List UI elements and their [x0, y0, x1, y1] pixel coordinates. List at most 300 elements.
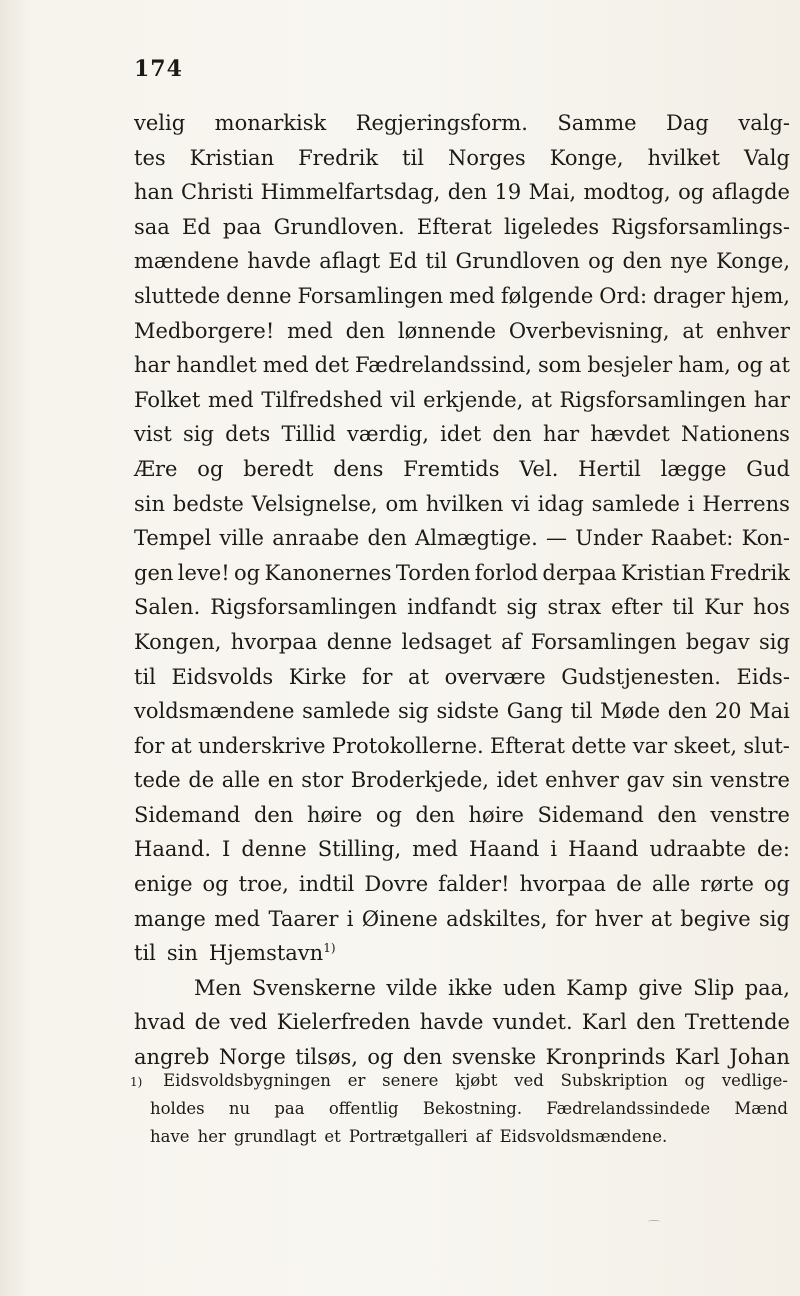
word: Broderkjede, — [350, 768, 489, 793]
word: havde — [419, 1010, 484, 1035]
word: Folket — [134, 387, 201, 412]
word: ved — [229, 1010, 268, 1035]
word: de: — [756, 837, 790, 862]
word: den — [657, 802, 697, 827]
footnote-line — [150, 1127, 788, 1155]
word: med — [214, 906, 261, 931]
word: Rigsforsamlingen — [559, 387, 747, 412]
word: ham, — [678, 353, 731, 378]
word: Gudstjenesten. — [561, 664, 721, 689]
word: paa — [222, 214, 262, 239]
word: Under — [575, 526, 643, 551]
word: idag — [537, 491, 584, 516]
word: at — [650, 906, 672, 931]
word: stor — [301, 768, 344, 793]
word: uden — [502, 975, 556, 1000]
word: denne — [241, 837, 307, 862]
word: Men — [194, 975, 242, 1000]
word: med — [207, 387, 254, 412]
word: ledsaget — [401, 629, 492, 654]
body-text — [134, 111, 790, 1080]
word: og — [684, 1071, 706, 1090]
word: Samme — [557, 111, 637, 135]
word: Kongen, — [134, 629, 222, 654]
word: Stilling, — [317, 837, 402, 862]
word: følgende — [500, 283, 594, 308]
word: Kur — [704, 595, 743, 620]
word: hvad — [134, 1010, 186, 1035]
word: Himmelfartsdag, — [260, 180, 441, 205]
word: vedlige- — [721, 1071, 788, 1090]
word: 19 — [494, 180, 522, 205]
word: han — [134, 180, 174, 205]
word: har — [134, 353, 171, 378]
word: aflagt — [319, 249, 381, 274]
word: derpaa — [542, 560, 617, 585]
word: underskrive — [198, 733, 326, 758]
word: grundlagt — [233, 1127, 317, 1146]
word: Kanonernes — [264, 560, 392, 585]
word: overvære — [444, 664, 546, 689]
word: venstre — [710, 802, 790, 827]
word: udraabte — [649, 837, 746, 862]
text-line — [134, 457, 790, 492]
text-line — [134, 526, 790, 561]
word: sig — [506, 595, 538, 620]
word: ikke — [447, 975, 493, 1000]
word: kjøbt — [455, 1071, 498, 1090]
word: Valg — [744, 145, 790, 170]
word: at — [769, 353, 790, 378]
word: for — [134, 733, 165, 758]
word: et — [324, 1127, 341, 1146]
word: begive — [680, 906, 751, 931]
word: slut- — [743, 733, 790, 758]
word: drager — [653, 283, 725, 308]
word: Forsamlingen — [530, 629, 677, 654]
text-line — [134, 388, 790, 423]
word: I — [222, 837, 231, 862]
word: valg- — [738, 111, 790, 135]
word: Gud — [746, 456, 790, 481]
word: Vel. — [519, 456, 559, 481]
word: Rigsforsamlingen — [210, 595, 398, 620]
word: indtil — [298, 872, 355, 897]
word: Karl — [581, 1010, 627, 1035]
word: Salen. — [134, 595, 201, 620]
word: til — [134, 664, 156, 689]
word: Portrætgalleri — [348, 1127, 468, 1146]
word: hver — [594, 906, 643, 931]
word: til — [425, 249, 448, 274]
word: offentlig — [328, 1099, 399, 1118]
word: de — [616, 872, 642, 897]
word: til — [134, 941, 156, 966]
word: lægge — [660, 456, 727, 481]
word: Gang — [506, 699, 563, 724]
word: leve! — [177, 560, 230, 585]
word: Haand. — [134, 837, 211, 862]
word: Rigsforsamlings- — [611, 214, 790, 239]
word: den — [492, 422, 532, 447]
word: venstre — [710, 768, 790, 793]
word: den — [402, 1045, 443, 1070]
word: Velsignelse, — [251, 491, 378, 516]
word: om — [385, 491, 419, 516]
word: vist — [134, 422, 172, 447]
page-smudge — [648, 1220, 660, 1224]
word: Medborgere! — [134, 318, 275, 343]
word: Kielerfreden — [276, 1010, 411, 1035]
page-number: 174 — [134, 56, 183, 82]
word: den — [667, 699, 708, 724]
word: Tempel — [134, 526, 212, 551]
word: den — [345, 318, 386, 343]
word: Møde — [600, 699, 661, 724]
word: og — [588, 249, 615, 274]
word: Overbevisning, — [508, 318, 670, 343]
word: sig — [397, 699, 429, 724]
word: den — [253, 802, 294, 827]
word: besjeler — [587, 353, 673, 378]
word: Mai, — [528, 180, 577, 205]
text-line — [134, 665, 790, 700]
text-line — [134, 768, 790, 803]
text-line — [134, 284, 790, 319]
word: denne — [226, 283, 292, 308]
text-line — [134, 803, 790, 838]
word: skeet, — [673, 733, 738, 758]
word: de — [188, 768, 215, 793]
word: med — [287, 318, 333, 343]
word: vi — [511, 491, 530, 516]
word: dens — [333, 456, 384, 481]
word: Protokollerne. — [331, 733, 484, 758]
word: have — [150, 1127, 190, 1146]
word: Kirke — [288, 664, 347, 689]
word: høire — [306, 802, 363, 827]
word: den — [622, 249, 662, 274]
word: Efterat — [490, 733, 565, 758]
word: ligeledes — [504, 214, 600, 239]
word: og — [367, 1045, 394, 1070]
word: ville — [219, 526, 264, 551]
word: gen — [134, 560, 174, 585]
word: Almægtige. — [415, 526, 538, 551]
word: adskiltes, — [446, 906, 548, 931]
word: modtog, — [583, 180, 671, 205]
word: af — [475, 1127, 492, 1146]
text-line — [134, 249, 790, 284]
word: og — [375, 802, 402, 827]
word: enige — [134, 872, 193, 897]
text-line — [134, 422, 790, 457]
word: at — [408, 664, 430, 689]
word: at — [170, 733, 192, 758]
word: var — [632, 733, 668, 758]
word: enhver — [716, 318, 790, 343]
text-line — [134, 146, 790, 181]
word: sig — [759, 629, 790, 654]
word: hjem, — [730, 283, 790, 308]
word: mange — [134, 906, 206, 931]
word: den — [447, 180, 488, 205]
word: til — [672, 595, 695, 620]
word: og — [234, 560, 261, 585]
word: Sidemand — [134, 802, 241, 827]
word: Tilfredshed — [261, 387, 383, 412]
word: troe, — [238, 872, 289, 897]
text-line — [134, 595, 790, 630]
word: de — [194, 1010, 221, 1035]
text-line — [134, 941, 790, 976]
word: har — [753, 387, 790, 412]
text-line — [134, 630, 790, 665]
word: den — [367, 526, 407, 551]
footnote-line — [150, 1099, 788, 1127]
text-line — [134, 837, 790, 872]
word: at — [530, 387, 552, 412]
word: Fædrelandssindede — [546, 1099, 711, 1118]
word: rørte — [700, 872, 754, 897]
word: og — [763, 872, 790, 897]
word: lønnende — [397, 318, 497, 343]
text-line — [134, 734, 790, 769]
word: hos — [753, 595, 790, 620]
word: Kristian — [621, 560, 706, 585]
word: denne — [326, 629, 393, 654]
word: idet — [440, 422, 482, 447]
word: give — [638, 975, 683, 1000]
word: Regjeringsform. — [355, 111, 528, 135]
word: Forsamlingen — [297, 283, 444, 308]
text-line — [134, 111, 790, 146]
word: Dag — [666, 111, 709, 135]
word: aflagde — [711, 180, 790, 205]
word: Fredrik — [709, 560, 790, 585]
word: beredt — [243, 456, 314, 481]
word: Efterat — [416, 214, 492, 239]
word: Norges — [447, 145, 526, 170]
word: Sidemand — [537, 802, 644, 827]
word: Herrens — [702, 491, 790, 516]
word: er — [347, 1071, 366, 1090]
word: i — [687, 491, 695, 516]
word: gav — [626, 768, 665, 793]
word: hævdet — [590, 422, 670, 447]
word: Christi — [180, 180, 254, 205]
word: holdes — [150, 1099, 205, 1118]
word: Grundloven. — [273, 214, 405, 239]
text-line — [134, 353, 790, 388]
word: en — [267, 768, 294, 793]
word: hvilket — [647, 145, 720, 170]
word: handlet — [176, 353, 257, 378]
text-line — [134, 907, 790, 942]
word: Kronprinds — [545, 1045, 666, 1070]
word: svenske — [451, 1045, 537, 1070]
text-line — [134, 180, 790, 215]
word: Eids- — [736, 664, 790, 689]
word: til — [402, 145, 424, 170]
word: strax — [547, 595, 602, 620]
word: med — [262, 353, 309, 378]
word: Subskription — [560, 1071, 668, 1090]
word: Svenskerne — [251, 975, 376, 1000]
word: hvilken — [425, 491, 504, 516]
word: forlod — [474, 560, 539, 585]
word: sig — [759, 906, 790, 931]
word: Fædrelandssind, — [355, 353, 532, 378]
word: Grundloven — [455, 249, 580, 274]
word: og — [678, 180, 705, 205]
word: alle — [651, 872, 691, 897]
word: Nationens — [681, 422, 790, 447]
word: sig — [183, 422, 214, 447]
word: idet — [496, 768, 538, 793]
text-line — [134, 215, 790, 250]
word: vundet. — [492, 1010, 573, 1035]
word: sin — [166, 941, 198, 966]
word: Konge, — [549, 145, 624, 170]
word: Øinene — [361, 906, 438, 931]
word: her — [197, 1127, 226, 1146]
word: Fredrik — [298, 145, 379, 170]
word: erkjende, — [423, 387, 524, 412]
word: monarkisk — [214, 111, 327, 135]
text-line — [134, 976, 790, 1011]
word: — — [546, 526, 568, 551]
text-line — [134, 872, 790, 907]
word: ved — [514, 1071, 544, 1090]
word: Kamp — [566, 975, 628, 1000]
word: tes — [134, 145, 166, 170]
word: Trettende — [684, 1010, 790, 1035]
word: Hertil — [578, 456, 641, 481]
word: sin — [671, 768, 703, 793]
word: tilsøs, — [295, 1045, 358, 1070]
word: voldsmændene — [134, 699, 295, 724]
word: sidste — [436, 699, 500, 724]
word: værdig, — [347, 422, 429, 447]
word: til — [570, 699, 593, 724]
word: Eidsvolds — [171, 664, 274, 689]
word: i — [346, 906, 354, 931]
word: i — [550, 837, 558, 862]
word: indfandt — [407, 595, 497, 620]
word: Kon- — [741, 526, 790, 551]
text-line — [134, 699, 790, 734]
word: samlede — [591, 491, 680, 516]
word: den — [415, 802, 455, 827]
word: og — [197, 456, 224, 481]
word: som — [537, 353, 582, 378]
word: Ed — [388, 249, 418, 274]
word: sluttede — [134, 283, 221, 308]
word: velig — [134, 111, 186, 135]
word: havde — [247, 249, 311, 274]
word: det — [314, 353, 349, 378]
word: Raabet: — [650, 526, 734, 551]
word: Norge — [218, 1045, 286, 1070]
word: med — [412, 837, 458, 862]
word: dets — [225, 422, 271, 447]
footnotes — [130, 1071, 788, 1155]
word: den — [636, 1010, 676, 1035]
footnote-line: 1) Eidsvoldsbygningen er senere kjøbt ved Subskription og vedlige- — [130, 1071, 788, 1090]
word: og — [202, 872, 229, 897]
word: for — [361, 664, 393, 689]
word: Ed — [181, 214, 211, 239]
word: Karl — [674, 1045, 720, 1070]
word: nye — [670, 249, 708, 274]
word: begav — [685, 629, 750, 654]
word: enhver — [545, 768, 619, 793]
word: Eidsvoldsbygningen — [163, 1071, 331, 1090]
word: dette — [571, 733, 627, 758]
word: tede — [134, 768, 181, 793]
word: vil — [390, 387, 416, 412]
word: at — [682, 318, 704, 343]
word: Mai — [749, 699, 790, 724]
word: angreb — [134, 1045, 210, 1070]
word: Slip — [693, 975, 735, 1000]
word: efter — [611, 595, 663, 620]
word: mændene — [134, 249, 239, 274]
word: høire — [468, 802, 524, 827]
word: Mænd — [734, 1099, 788, 1118]
text-line — [134, 492, 790, 527]
text-line — [134, 319, 790, 354]
word: Konge, — [716, 249, 790, 274]
text-line — [134, 561, 790, 596]
word: alle — [221, 768, 261, 793]
word: Haand — [568, 837, 639, 862]
word: af — [501, 629, 522, 654]
word: for — [555, 906, 587, 931]
word: med — [449, 283, 495, 308]
word: Dovre — [364, 872, 429, 897]
word: samlede — [302, 699, 391, 724]
word: Kristian — [189, 145, 275, 170]
word: paa — [274, 1099, 305, 1118]
word: anraabe — [272, 526, 360, 551]
word: bedste — [172, 491, 244, 516]
word: hvorpaa — [519, 872, 607, 897]
word: Eidsvoldsmændene. — [499, 1127, 668, 1146]
word: Haand — [469, 837, 540, 862]
word: saa — [134, 214, 170, 239]
word: vilde — [386, 975, 438, 1000]
word: Ord: — [599, 283, 648, 308]
word: Taarer — [268, 906, 339, 931]
word: Tillid — [281, 422, 336, 447]
word: Bekostning. — [422, 1099, 523, 1118]
word: hvorpaa — [230, 629, 318, 654]
word: Johan — [729, 1045, 790, 1070]
word: Ære — [134, 456, 178, 481]
footnote-reference: 1) — [323, 941, 336, 956]
word: 20 — [714, 699, 742, 724]
word: Fremtids — [403, 456, 500, 481]
word: sin — [134, 491, 166, 516]
word: senere — [382, 1071, 439, 1090]
word: har — [543, 422, 580, 447]
text-line — [134, 1010, 790, 1045]
word: nu — [228, 1099, 251, 1118]
word: Torden — [395, 560, 471, 585]
word: paa, — [744, 975, 790, 1000]
